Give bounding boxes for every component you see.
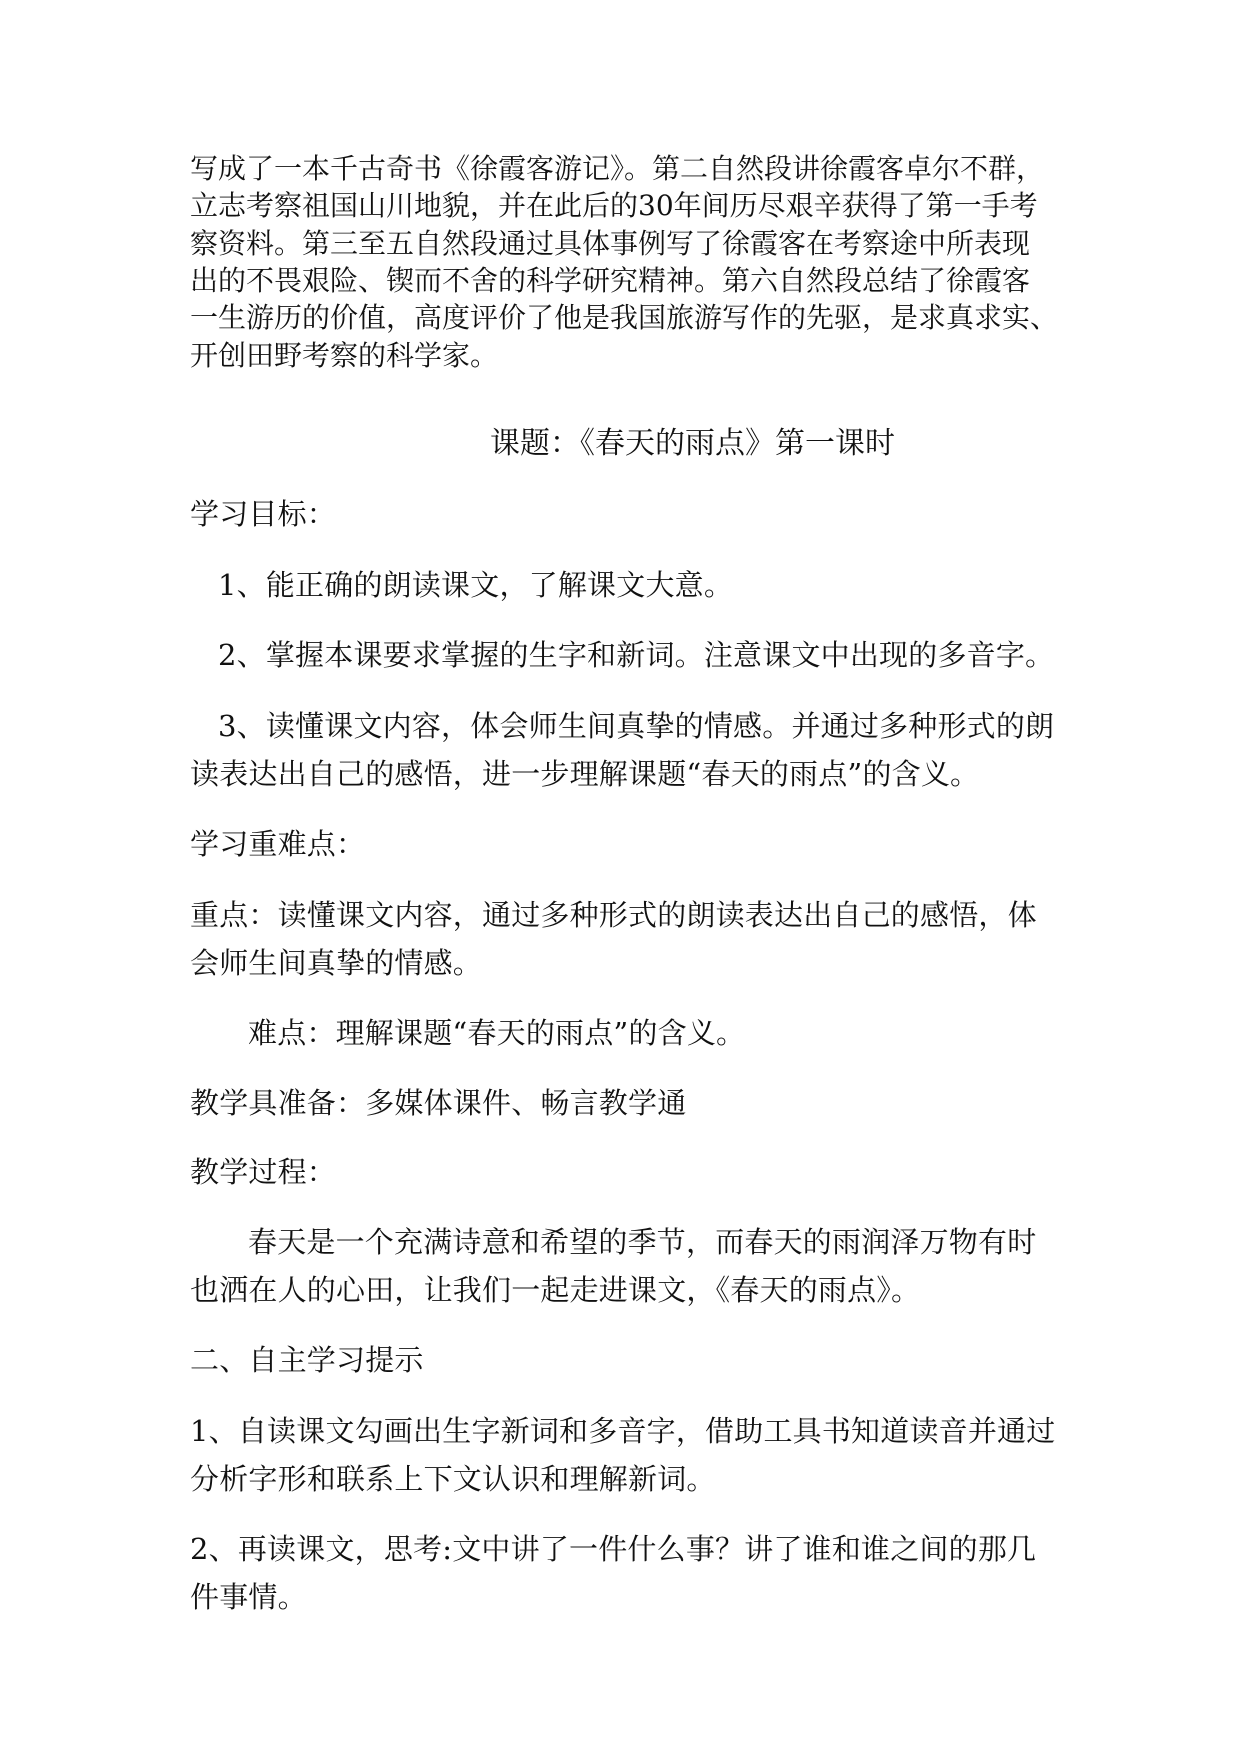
difficulty-heading: 学习重难点： <box>190 827 366 861</box>
key-point-line-1: 重点：读懂课文内容，通过多种形式的朗读表达出自己的感悟，体 <box>190 898 1037 932</box>
section-2-heading: 二、自主学习提示 <box>190 1343 424 1377</box>
step-1-line-1: 1、自读课文勾画出生字新词和多音字，借助工具书知道读音并通过 <box>190 1414 1056 1448</box>
process-heading: 教学过程： <box>190 1155 337 1189</box>
goal-1: 1、能正确的朗读课文，了解课文大意。 <box>218 568 734 602</box>
intro-line: 出的不畏艰险、锲而不舍的科学研究精神。第六自然段总结了徐霞客 <box>190 264 1031 297</box>
intro-line: 开创田野考察的科学家。 <box>190 339 499 372</box>
intro-para-line-2: 也洒在人的心田，让我们一起走进课文，《春天的雨点》。 <box>190 1273 921 1307</box>
hard-point: 难点：理解课题“春天的雨点”的含义。 <box>248 1016 746 1050</box>
goals-heading: 学习目标： <box>190 497 337 531</box>
step-2-line-1: 2、再读课文，思考:文中讲了一件什么事？讲了谁和谁之间的那几 <box>190 1532 1037 1566</box>
step-2-line-2: 件事情。 <box>190 1580 307 1614</box>
goal-3-line-2: 读表达出自己的感悟，进一步理解课题“春天的雨点”的含义。 <box>190 757 980 791</box>
step-1-line-2: 分析字形和联系上下文认识和理解新词。 <box>190 1462 716 1496</box>
teaching-tools: 教学具准备：多媒体课件、畅言教学通 <box>190 1086 687 1120</box>
intro-line: 写成了一本千古奇书《徐霞客游记》。第二自然段讲徐霞客卓尔不群， <box>190 152 1045 185</box>
intro-line: 察资料。第三至五自然段通过具体事例写了徐霞客在考察途中所表现 <box>190 227 1031 260</box>
goal-2: 2、掌握本课要求掌握的生字和新词。注意课文中出现的多音字。 <box>218 638 1055 672</box>
intro-line: 立志考察祖国山川地貌，并在此后的30年间历尽艰辛获得了第一手考 <box>190 189 1038 222</box>
intro-para-line-1: 春天是一个充满诗意和希望的季节，而春天的雨润泽万物有时 <box>248 1225 1037 1259</box>
lesson-title: 课题：《春天的雨点》第一课时 <box>490 426 895 461</box>
intro-line: 一生游历的价值，高度评价了他是我国旅游写作的先驱，是求真求实、 <box>190 301 1059 334</box>
goal-3-line-1: 3、读懂课文内容，体会师生间真挚的情感。并通过多种形式的朗 <box>218 709 1055 743</box>
key-point-line-2: 会师生间真挚的情感。 <box>190 946 483 980</box>
